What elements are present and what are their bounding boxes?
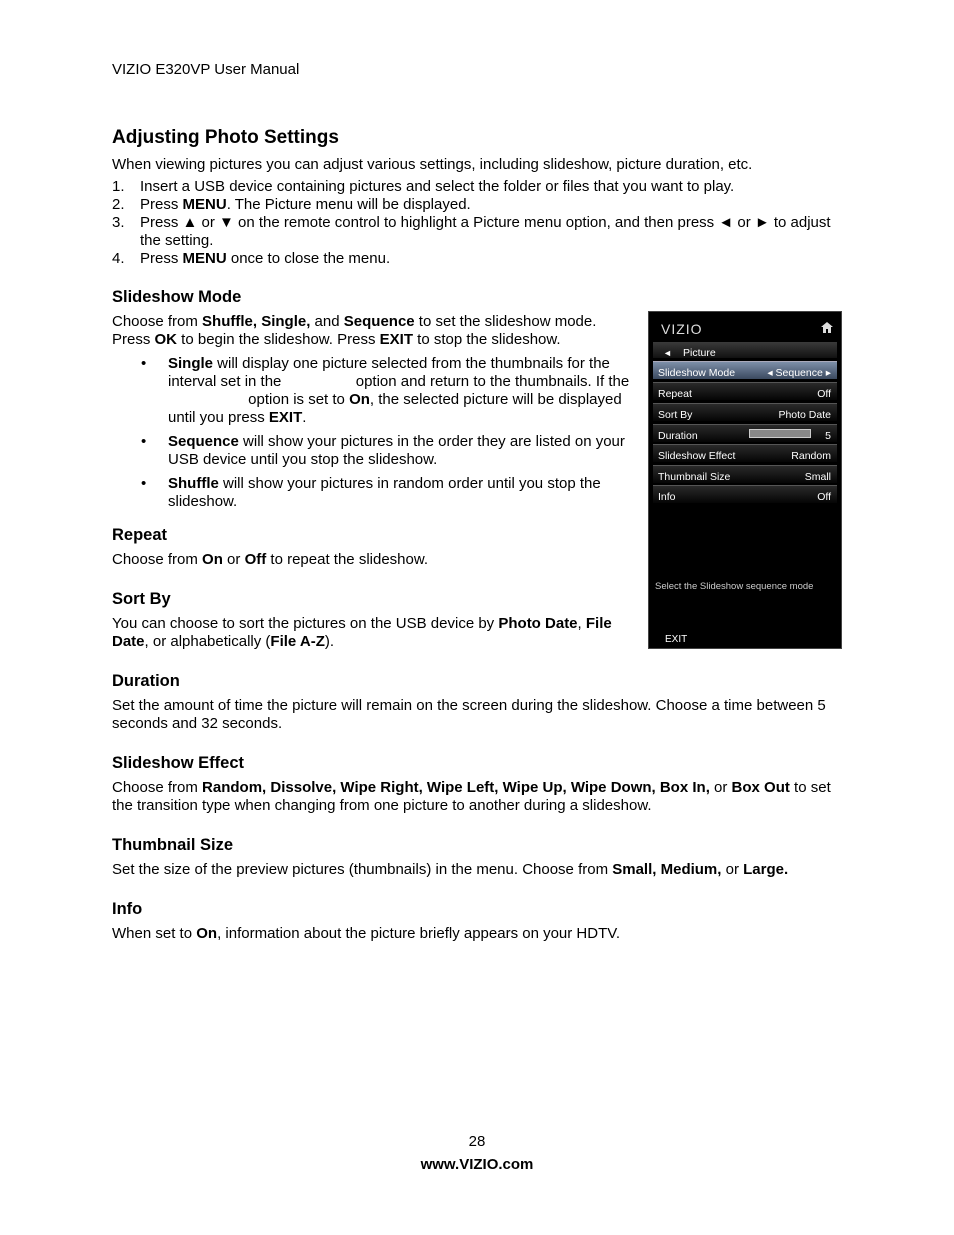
thumbnail-heading: Thumbnail Size — [112, 836, 234, 854]
duration-section — [112, 671, 837, 733]
bold-text: Photo Date — [498, 615, 578, 632]
info-section — [112, 899, 837, 943]
vizio-logo: VIZIO — [661, 321, 703, 337]
list-item-single — [141, 355, 637, 427]
bold-text: Large. — [743, 861, 789, 878]
slideshow-text — [112, 313, 637, 349]
text: Choose from — [112, 551, 203, 568]
page-title: Adjusting Photo Settings — [112, 127, 339, 148]
text: or — [721, 861, 744, 878]
slideshow-options-list — [112, 355, 637, 511]
bold-text: Single — [168, 355, 214, 372]
step-text: . The Picture menu will be displayed. — [226, 196, 471, 213]
slideshow-heading: Slideshow Mode — [112, 288, 242, 306]
effect-heading: Slideshow Effect — [112, 754, 245, 772]
sortby-heading: Sort By — [112, 590, 171, 608]
menu-breadcrumb[interactable] — [653, 342, 837, 358]
step-text: Press — [140, 250, 183, 267]
effect-text — [112, 779, 837, 815]
text: . — [302, 409, 307, 426]
text: When set to — [112, 925, 197, 942]
menu-row-value: Off — [817, 388, 831, 400]
bold-text: File Date — [112, 615, 612, 650]
header-title: VIZIO E320VP User Manual — [112, 61, 300, 78]
effect-section — [112, 753, 837, 815]
list-item-shuffle — [141, 475, 637, 511]
bold-text: Sequence — [168, 433, 239, 450]
step-number: 3. — [112, 214, 125, 231]
list-item-sequence — [141, 433, 637, 469]
bold-text: On — [349, 391, 370, 408]
step-item — [112, 196, 837, 214]
text: Choose from — [112, 779, 203, 796]
text: option is set to — [244, 391, 350, 408]
menu-row-value: Off — [817, 491, 831, 503]
repeat-heading: Repeat — [112, 526, 168, 544]
bold-text: Box Out — [731, 779, 790, 796]
back-arrow-icon[interactable]: ◄ — [663, 348, 672, 358]
slideshow-section — [112, 287, 637, 511]
info-heading: Info — [112, 900, 143, 918]
step-text: Press ▲ or ▼ on the remote control to highlight a Picture menu option, and then press ◄ or ► to adjust the setting. — [140, 214, 831, 249]
thumbnail-section — [112, 835, 837, 879]
bold-text: EXIT — [379, 331, 413, 348]
menu-row-label: Thumbnail Size — [658, 471, 731, 483]
step-number: 2. — [112, 196, 125, 213]
text: to begin the slideshow. Press — [177, 331, 380, 348]
text: to repeat the slideshow. — [266, 551, 429, 568]
bold-text: On — [196, 925, 218, 942]
info-text — [112, 925, 837, 943]
bold-text: Random, Dissolve, Wipe Right, Wipe Left, Wipe Up, Wipe Down, Box In, — [202, 779, 710, 796]
bold-text: File A-Z — [270, 633, 325, 650]
menu-row-label: Repeat — [658, 388, 692, 400]
text: will display one picture selected from the thumbnails for the interval set in the — [168, 355, 610, 390]
text: option and return to the thumbnails. If the — [351, 373, 630, 390]
home-icon[interactable] — [821, 321, 833, 339]
menu-row-value: Photo Date — [778, 409, 831, 421]
menu-row-duration[interactable] — [653, 424, 837, 442]
menu-row-sort-by[interactable] — [653, 403, 837, 421]
duration-slider[interactable] — [749, 429, 811, 438]
text: will show your pictures in the order they are listed on your USB device until you stop the slideshow. — [168, 433, 625, 468]
text: ). — [324, 633, 335, 650]
page-number: 28 — [468, 1133, 486, 1150]
text: to set the slideshow mode. Press — [112, 313, 597, 348]
menu-row-label: Slideshow Effect — [658, 450, 736, 462]
step-bold: MENU — [182, 250, 227, 267]
text: or — [709, 779, 732, 796]
text: and — [310, 313, 344, 330]
menu-row-info[interactable] — [653, 485, 837, 503]
step-item — [112, 178, 837, 196]
step-text: Insert a USB device containing pictures and select the folder or files that you want to play. — [140, 178, 735, 195]
step-text: once to close the menu. — [226, 250, 391, 267]
text: will show your pictures in random order until you stop the slideshow. — [168, 475, 601, 510]
bold-text: EXIT — [268, 409, 303, 426]
menu-row-value: Random — [791, 450, 831, 462]
menu-row-thumbnail-size[interactable] — [653, 465, 837, 483]
bold-text: Shuffle, Single, — [202, 313, 311, 330]
text: , information about the picture briefly appears on your HDTV. — [217, 925, 621, 942]
step-item — [112, 250, 837, 268]
menu-row-slideshow-effect[interactable] — [653, 444, 837, 462]
bold-text: Sequence — [343, 313, 415, 330]
bold-text: Shuffle — [168, 475, 219, 492]
text: , or alphabetically ( — [144, 633, 271, 650]
step-item — [112, 214, 837, 250]
menu-row-repeat[interactable] — [653, 382, 837, 400]
sortby-text — [112, 615, 637, 651]
tv-picture-menu — [648, 311, 842, 649]
bold-text: Off — [244, 551, 267, 568]
bold-text: Small, Medium, — [612, 861, 722, 878]
bullet: • — [141, 355, 147, 372]
step-number: 4. — [112, 250, 125, 267]
menu-section-label: Picture — [683, 347, 716, 359]
step-text: Press — [140, 196, 183, 213]
text: You can choose to sort the pictures on the USB device by — [112, 615, 499, 632]
menu-row-label: Duration — [658, 430, 698, 442]
menu-row-value: 5 — [825, 430, 831, 442]
text: Choose from — [112, 313, 203, 330]
exit-button[interactable]: EXIT — [665, 634, 688, 645]
menu-row-label: Slideshow Mode — [658, 367, 736, 379]
text: to set the transition type when changing from one picture to another during a slideshow. — [112, 779, 831, 814]
menu-row-value: Small — [804, 471, 831, 483]
text: to stop the slideshow. — [412, 331, 561, 348]
step-number: 1. — [112, 178, 125, 195]
step-bold: MENU — [182, 196, 227, 213]
text: Set the size of the preview pictures (thumbnails) in the menu. Choose from — [112, 861, 613, 878]
text: or — [222, 551, 245, 568]
duration-text: Set the amount of time the picture will remain on the screen during the slideshow. Choose a time between 5 seconds and 32 seconds. — [112, 697, 826, 732]
menu-row-label: Sort By — [658, 409, 693, 421]
thumbnail-text — [112, 861, 837, 879]
menu-row-label: Info — [658, 491, 676, 503]
sortby-section — [112, 589, 637, 651]
text: , the selected picture will be displayed until you press — [168, 391, 622, 426]
menu-status-text: Select the Slideshow sequence mode — [655, 581, 814, 592]
steps-list — [112, 178, 837, 268]
duration-heading: Duration — [112, 672, 180, 690]
bullet: • — [141, 433, 147, 450]
menu-row-slideshow-mode[interactable] — [653, 361, 837, 379]
intro-text: When viewing pictures you can adjust various settings, including slideshow, picture duration, etc. — [112, 156, 753, 173]
bullet: • — [141, 475, 147, 492]
bold-text: On — [202, 551, 223, 568]
footer-url[interactable]: www.VIZIO.com — [420, 1156, 534, 1173]
menu-row-value: ◂ Sequence ▸ — [767, 367, 831, 379]
text: , — [577, 615, 586, 632]
bold-text: OK — [154, 331, 178, 348]
